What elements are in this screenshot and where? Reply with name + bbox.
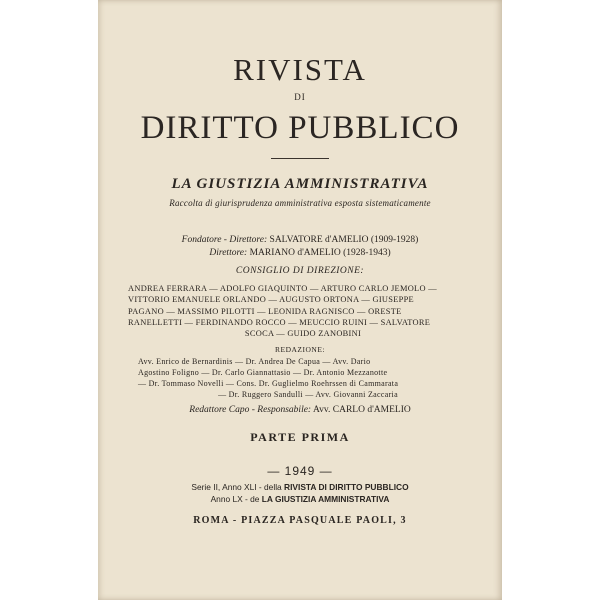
section-subtitle: LA GIUSTIZIA AMMINISTRATIVA — [171, 176, 429, 192]
consiglio-line: RANELLETTI — FERDINANDO ROCCO — MEUCCIO RUINI — SALVATORE — [128, 317, 431, 327]
series-line-2 — [98, 494, 502, 504]
title-divider — [271, 158, 329, 159]
editor-line — [98, 405, 502, 415]
director-line — [98, 248, 502, 258]
redazione-members — [138, 356, 478, 400]
director-role: Direttore: — [209, 248, 248, 258]
consiglio-line: ANDREA FERRARA — ADOLFO GIAQUINTO — ARTURO CARLO JEMOLO — — [128, 284, 437, 293]
redazione-heading: REDAZIONE: — [275, 345, 325, 354]
redazione-line: Agostino Foligno — Dr. Carlo Giannattasio — Dr. Antonio Mezzanotte — [138, 368, 388, 377]
consiglio-line: VITTORIO EMANUELE ORLANDO — AUGUSTO ORTONA — GIUSEPPE — [128, 295, 414, 305]
consiglio-heading: CONSIGLIO DI DIREZIONE: — [235, 266, 365, 276]
redazione-line: — Dr. Ruggero Sandulli — Avv. Giovanni Zaccaria — [218, 390, 398, 399]
publisher-address: ROMA - PIAZZA PASQUALE PAOLI, 3 — [193, 515, 407, 526]
redazione-line: Avv. Enrico de Bernardinis — Dr. Andrea De Capua — Avv. Dario — [138, 357, 371, 366]
series-line-2-prefix: Anno LX - de — [210, 494, 260, 504]
title-page — [98, 0, 502, 600]
consiglio-line: PAGANO — MASSIMO PILOTTI — LEONIDA RAGNISCO — ORESTE — [128, 306, 402, 316]
series-line-1-journal: RIVISTA DI DIRITTO PUBBLICO — [284, 482, 409, 492]
founder-role: Fondatore - Direttore: — [181, 235, 268, 245]
consiglio-members — [128, 283, 478, 339]
series-line-1 — [98, 482, 502, 492]
redazione-line: — Dr. Tommaso Novelli — Cons. Dr. Guglielmo Roehrssen di Cammarata — [138, 379, 399, 388]
founder-name: SALVATORE d'AMELIO (1909-1928) — [269, 235, 419, 245]
series-line-2-journal: LA GIUSTIZIA AMMINISTRATIVA — [261, 494, 390, 504]
editor-role: Redattore Capo - Responsabile: — [189, 405, 312, 415]
part-title: PARTE PRIMA — [250, 430, 350, 444]
masthead-title-di: DI — [294, 92, 306, 102]
founder-line — [98, 235, 502, 245]
masthead-title-line1: RIVISTA — [233, 52, 367, 87]
masthead-title-line2: DIRITTO PUBBLICO — [140, 110, 460, 146]
director-name: MARIANO d'AMELIO (1928-1943) — [249, 248, 391, 258]
publication-year: — 1949 — — [267, 464, 333, 478]
series-line-1-prefix: Serie II, Anno XLI - della — [191, 482, 282, 492]
editor-name: Avv. CARLO d'AMELIO — [312, 405, 411, 415]
consiglio-line: SCOCA — GUIDO ZANOBINI — [244, 329, 362, 339]
section-tagline: Raccolta di giurisprudenza amministrativa esposta sistematicamente — [169, 198, 431, 208]
